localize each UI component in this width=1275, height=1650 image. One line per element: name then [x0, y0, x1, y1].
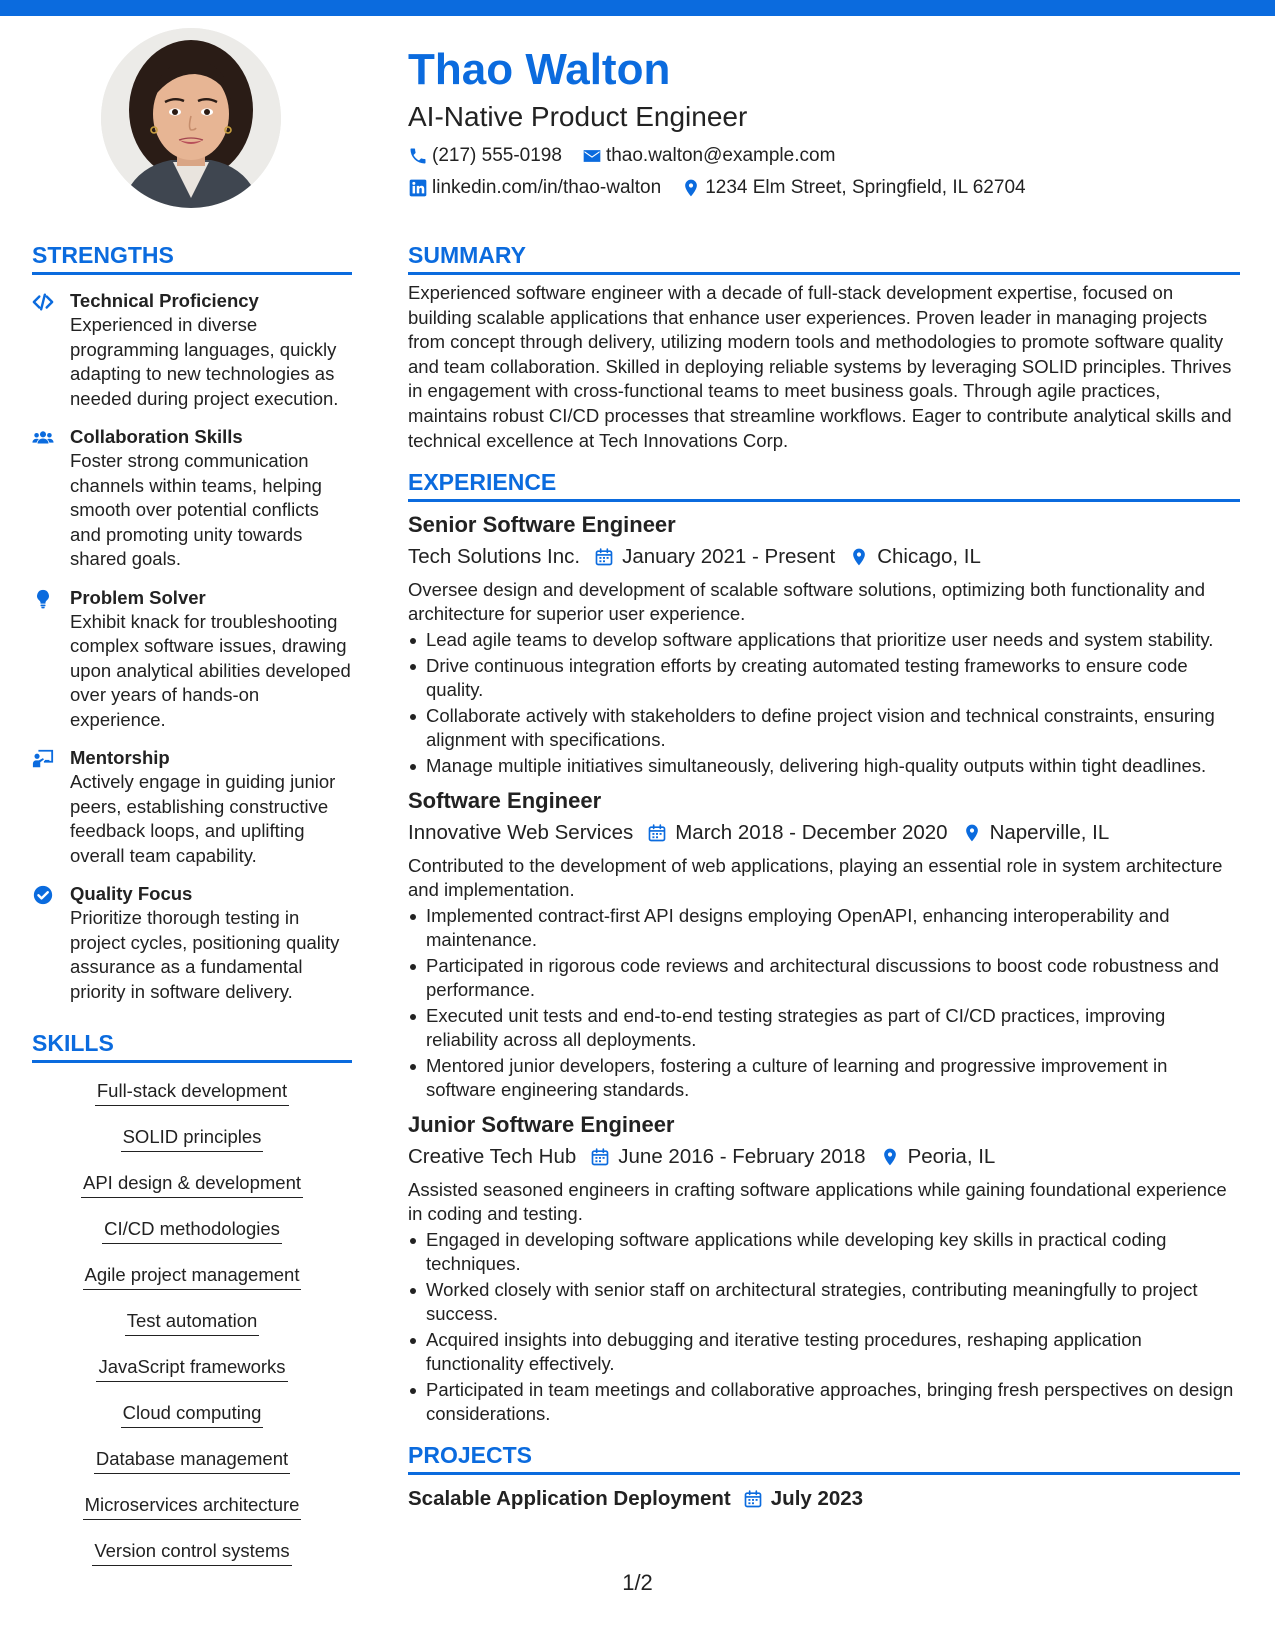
job-bullets [408, 1228, 1240, 1426]
job-bullet: Participated in rigorous code reviews and architectural discussions to boost code robustness and performance. [408, 954, 1240, 1002]
strength-item [32, 882, 352, 1004]
job-location: Chicago, IL [877, 545, 981, 569]
skill-tag: JavaScript frameworks [96, 1355, 287, 1382]
skill-tag: Database management [94, 1447, 290, 1474]
top-accent-bar [0, 0, 1275, 16]
job-meta [408, 542, 1240, 572]
phone-number: (217) 555-0198 [432, 145, 562, 166]
email-address: thao.walton@example.com [605, 145, 836, 166]
job-description: Contributed to the development of web applications, playing an essential role in system architecture and implementation. [408, 855, 1223, 901]
calendar-icon [590, 1147, 610, 1167]
calendar-icon [743, 1489, 763, 1509]
contact-row-1 [408, 144, 1248, 168]
company-name: Tech Solutions Inc. [408, 545, 581, 569]
job-bullet: Executed unit tests and end-to-end testing strategies as part of CI/CD practices, improving reliability across all deployments. [408, 1004, 1240, 1052]
strengths-heading: STRENGTHS [32, 240, 352, 275]
resume-header [408, 40, 1248, 200]
skill-tag: Microservices architecture [83, 1493, 302, 1520]
portrait-illustration [101, 28, 281, 208]
skill-tag: Cloud computing [121, 1401, 264, 1428]
skill-tag: Version control systems [92, 1539, 291, 1566]
job-bullet: Participated in team meetings and collaborative approaches, bringing fresh perspectives on design considerations. [408, 1378, 1240, 1426]
job-description: Oversee design and development of scalable software solutions, optimizing both functionality and architecture for superior user experience. [408, 579, 1205, 625]
skills-list [32, 1071, 352, 1574]
job-bullets [408, 904, 1240, 1102]
job-bullet: Lead agile teams to develop software applications that prioritize user needs and system stability. [408, 628, 1240, 652]
phone-contact[interactable] [408, 145, 562, 167]
strength-title: Problem Solver [70, 586, 206, 608]
skills-heading: SKILLS [32, 1028, 352, 1063]
envelope-icon [582, 146, 602, 166]
job-title: Junior Software Engineer [408, 1112, 675, 1138]
job-dates: June 2016 - February 2018 [618, 1145, 866, 1169]
summary-heading: SUMMARY [408, 240, 1240, 275]
candidate-name: Thao Walton [408, 45, 671, 94]
calendar-icon [594, 547, 614, 567]
job-location: Peoria, IL [907, 1145, 996, 1169]
chalkboard-teacher-icon [32, 748, 54, 770]
job-entry [408, 1110, 1240, 1426]
skill-tag: CI/CD methodologies [102, 1217, 282, 1244]
job-bullets [408, 628, 1240, 778]
job-meta [408, 1142, 1240, 1172]
map-pin-icon [880, 1147, 900, 1167]
strength-title: Collaboration Skills [70, 426, 243, 447]
job-bullet: Collaborate actively with stakeholders to define project vision and technical constraints, ensuring alignment with specifications. [408, 704, 1240, 752]
job-title: Software Engineer [408, 788, 602, 814]
users-icon [32, 427, 54, 449]
strength-title: Mentorship [70, 747, 170, 768]
main-column [408, 240, 1240, 1513]
street-address: 1234 Elm Street, Springfield, IL 62704 [705, 177, 1026, 198]
summary-text: Experienced software engineer with a decade of full-stack development expertise, focused on building scalable applications that enhance user experiences. Proven leader in managing projects from concept through delivery, utilizing modern tools and methodologies to promote software quality and team collaboration. Skilled in deploying reliable systems by leveraging SOLID principles. Thrives in engagement with cross-functional teams to meet business goals. Through agile practices, maintains robust CI/CD processes that streamline workflows. Eager to contribute analytical skills and technical excellence at Tech Innovations Corp. [408, 282, 1232, 451]
job-meta [408, 818, 1240, 848]
job-bullet: Worked closely with senior staff on architectural strategies, contributing meaningfully to project success. [408, 1278, 1240, 1326]
job-entry [408, 786, 1240, 1102]
project-date: July 2023 [770, 1487, 864, 1511]
contact-row-2 [408, 176, 1248, 200]
skill-tag: SOLID principles [121, 1125, 264, 1152]
job-bullet: Manage multiple initiatives simultaneously, delivering high-quality outputs within tight deadlines. [408, 754, 1240, 778]
job-bullet: Drive continuous integration efforts by creating automated testing frameworks to ensure code quality. [408, 654, 1240, 702]
candidate-headline: AI-Native Product Engineer [408, 101, 748, 132]
job-title: Senior Software Engineer [408, 512, 676, 538]
experience-heading: EXPERIENCE [408, 467, 1240, 502]
strength-text: Actively engage in guiding junior peers, establishing constructive feedback loops, and uplifting overall team capability. [70, 771, 336, 866]
skill-tag: API design & development [81, 1171, 303, 1198]
code-icon [32, 291, 54, 313]
calendar-icon [647, 823, 667, 843]
projects-heading: PROJECTS [408, 1440, 1240, 1475]
phone-icon [408, 146, 428, 166]
job-location: Naperville, IL [989, 821, 1110, 845]
job-bullet: Engaged in developing software applications while developing key skills in practical coding techniques. [408, 1228, 1240, 1276]
linkedin-contact[interactable] [408, 177, 661, 199]
company-name: Creative Tech Hub [408, 1145, 577, 1169]
sidebar [32, 240, 352, 1577]
map-pin-icon [962, 823, 982, 843]
strength-item [32, 586, 352, 733]
job-dates: March 2018 - December 2020 [675, 821, 948, 845]
skill-tag: Test automation [125, 1309, 260, 1336]
job-bullet: Mentored junior developers, fostering a culture of learning and progressive improvement in software engineering standards. [408, 1054, 1240, 1102]
check-circle-icon [32, 884, 54, 906]
address-contact [681, 177, 1025, 199]
linkedin-icon [408, 178, 428, 198]
map-pin-icon [681, 178, 701, 198]
strength-title: Quality Focus [70, 883, 193, 904]
strength-item [32, 289, 352, 411]
strength-item [32, 746, 352, 868]
strength-text: Exhibit knack for troubleshooting complex software issues, drawing upon analytical abilities developed over years of hands-on experience. [70, 610, 351, 730]
strength-title: Technical Proficiency [70, 290, 259, 311]
strength-text: Experienced in diverse programming languages, quickly adapting to new technologies as needed during project execution. [70, 314, 339, 409]
job-dates: January 2021 - Present [622, 545, 836, 569]
job-entry [408, 510, 1240, 778]
project-entry [408, 1485, 1240, 1513]
job-bullet: Acquired insights into debugging and iterative testing procedures, reshaping application functionality effectively. [408, 1328, 1240, 1376]
linkedin-url: linkedin.com/in/thao-walton [432, 177, 662, 198]
job-description: Assisted seasoned engineers in crafting software applications while gaining foundational experience in coding and testing. [408, 1179, 1227, 1225]
page-number: 1/2 [622, 1570, 653, 1595]
skill-tag: Full-stack development [95, 1079, 289, 1106]
project-title: Scalable Application Deployment [408, 1487, 731, 1511]
map-pin-icon [849, 547, 869, 567]
company-name: Innovative Web Services [408, 821, 634, 845]
email-contact[interactable] [582, 145, 835, 167]
strength-item [32, 425, 352, 572]
skill-tag: Agile project management [83, 1263, 302, 1290]
profile-photo [101, 28, 281, 208]
job-bullet: Implemented contract-first API designs employing OpenAPI, enhancing interoperability and maintenance. [408, 904, 1240, 952]
lightbulb-icon [32, 588, 54, 610]
strength-text: Prioritize thorough testing in project cycles, positioning quality assurance as a fundamental priority in software delivery. [70, 907, 340, 1002]
strength-text: Foster strong communication channels within teams, helping smooth over potential conflicts and promoting unity towards shared goals. [70, 450, 322, 569]
